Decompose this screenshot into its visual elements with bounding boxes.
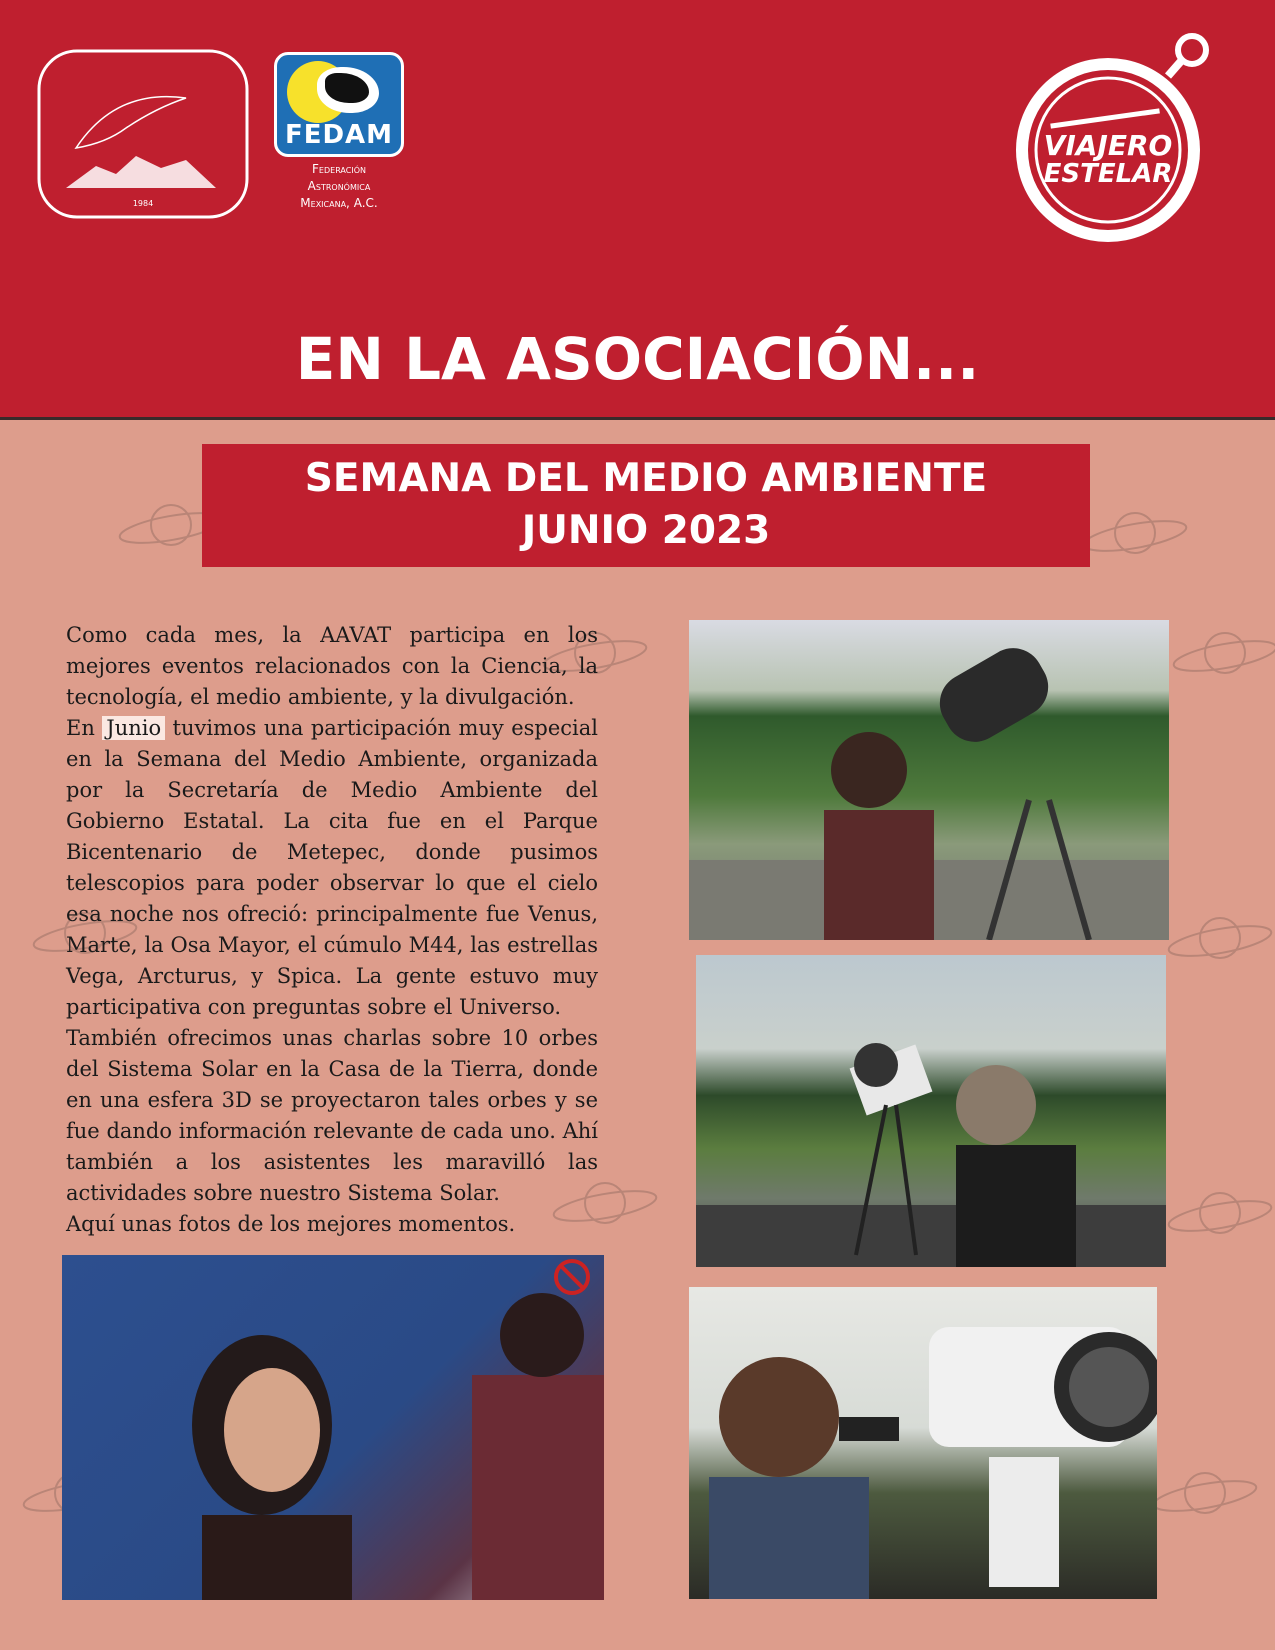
highlight-june: Junio <box>102 716 165 740</box>
fedam-abbreviation: FEDAM <box>284 120 394 150</box>
article-body <box>66 620 598 1240</box>
photo-man-white-telescope <box>689 1287 1157 1599</box>
aavt-logo-emblem <box>36 48 250 220</box>
fedam-logo <box>274 52 404 222</box>
mexico-map-icon <box>317 67 379 113</box>
fedam-emblem <box>274 52 404 157</box>
photo-illustration <box>62 1255 604 1600</box>
photo-woman-telescope-dusk <box>696 955 1166 1267</box>
photo-illustration <box>696 955 1166 1267</box>
article-title-box <box>202 444 1090 567</box>
photo-smiling-woman-blue-wall <box>62 1255 604 1600</box>
fedam-name-line: Mexicana, A.C. <box>300 196 378 210</box>
viajero-estelar-logo <box>1000 30 1220 250</box>
header-banner <box>0 0 1275 420</box>
fedam-name-line: Astronómica <box>307 179 371 193</box>
paragraph-intro: Como cada mes, la AAVAT participa en los mejores eventos relacionados con la Ciencia, la tecnología, el medio ambiente, y la divulgación. <box>66 623 598 709</box>
photo-illustration <box>689 620 1169 940</box>
photo-girl-telescope-park <box>689 620 1169 940</box>
planet-icon <box>1165 905 1275 971</box>
paragraph-june-prefix: En <box>66 716 95 740</box>
paragraph-june-text: tuvimos una participación muy especial en la Semana del Medio Ambiente, organizada por la Secretaría de Medio Ambiente del Gobierno Estatal. La cita fue en el Parque Bicentenario de Metepec, donde pusimos telescopios para poder observar lo que el cielo esa noche nos ofreció: principalmente fue Venus, Marte, la Osa Mayor, el cúmulo M44, las estrellas Vega, Arcturus, y Spica. La gente estuvo muy participativa con preguntas sobre el Universo. <box>66 716 598 1019</box>
article-date: JUNIO 2023 <box>521 508 771 553</box>
aavt-founded-year: 1984 <box>132 199 154 208</box>
photo-illustration <box>689 1287 1157 1599</box>
aavt-logo <box>36 48 250 220</box>
page-title: EN LA ASOCIACIÓN... <box>295 325 980 393</box>
planet-icon <box>1170 620 1275 686</box>
estelar-label: ESTELAR <box>1043 159 1173 189</box>
planet-icon <box>1080 500 1190 566</box>
fedam-name-line: Federación <box>312 162 366 176</box>
paragraph-june <box>66 713 598 1023</box>
magnifier-telescope-icon <box>1000 30 1220 250</box>
planet-icon <box>1165 1180 1275 1246</box>
planet-icon <box>1150 1460 1260 1526</box>
paragraph-talks: También ofrecimos unas charlas sobre 10 orbes del Sistema Solar en la Casa de la Tierra, donde en una esfera 3D se proyectaron tales orbes y se fue dando información relevante de cada uno. Ahí también a los asistentes les maravilló las actividades sobre nuestro Sistema Solar. <box>66 1026 598 1205</box>
fedam-full-name <box>274 161 404 212</box>
paragraph-photos-intro: Aquí unas fotos de los mejores momentos. <box>66 1212 516 1236</box>
viajero-label: VIAJERO <box>1043 129 1173 162</box>
article-title: SEMANA DEL MEDIO AMBIENTE <box>304 456 988 501</box>
